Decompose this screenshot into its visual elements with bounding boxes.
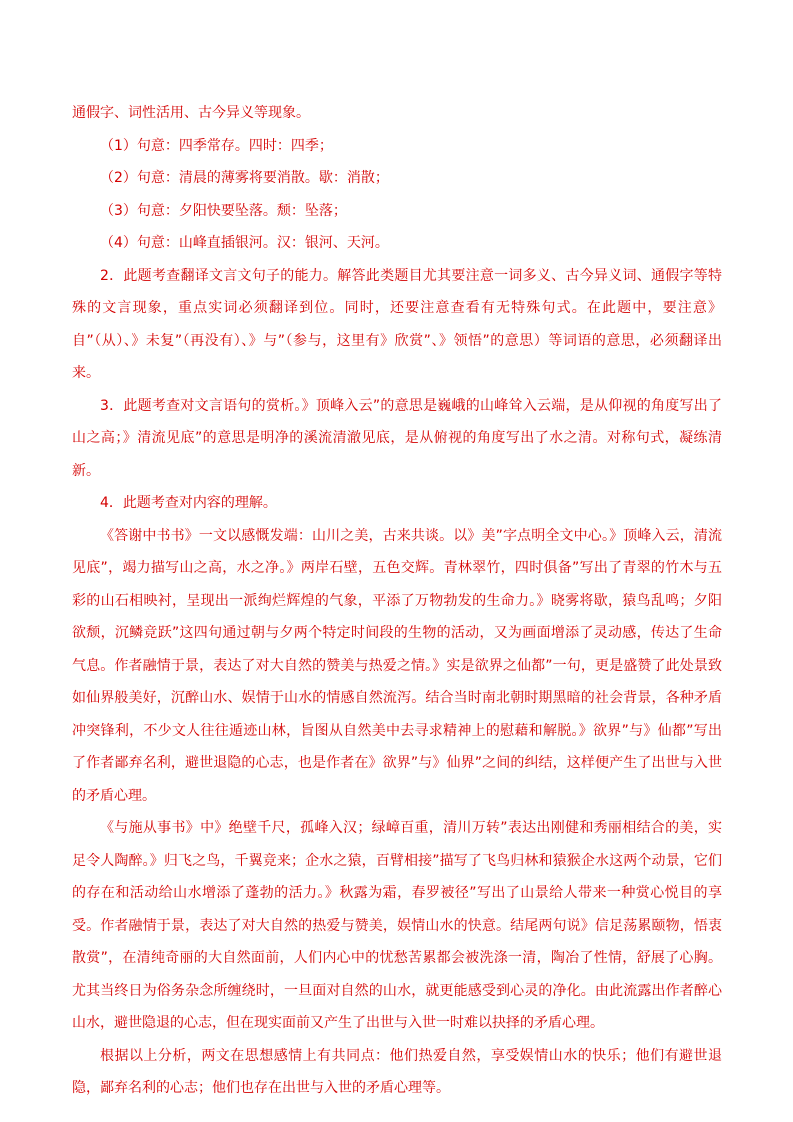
conclusion-paragraph: 根据以上分析，两文在思想感情上有共同点：他们热爱自然，享受娱情山水的快乐；他们有避世退隐，鄙弃名利的心志；他们也存在出世与入世的矛盾心理等。: [72, 1047, 722, 1096]
paragraph-continuation: 通假字、词性活用、古今异义等现象。: [72, 105, 310, 121]
analysis-paragraph-2: 《与施从事书》中》绝壁千尺，孤峰入汉；绿嶂百重，清川万转”表达出刚健和秀丽相结合的美，实足令人陶醉。》归飞之鸟，千翼竞来；企水之猿，百臂相接”描写了飞鸟归林和猿猴企水这两个动景，它们的存在和活动给山水增添了蓬勃的活力。》秋露为霜，春罗被径”写出了山景给人带来一种赏心悦目的享受。作者融情于景，表达了对大自然的热爱与赞美，娱情山水的快意。结尾两句说》信足荡累颐物，悟衷散赏”，在清纯奇丽的大自然面前，人们内心中的忧愁苦累都会被洗涤一清，陶冶了性情，舒展了心胸。尤其当终日为俗务杂念所缠绕时，一旦面对自然的山水，就更能感受到心灵的净化。由此流露出作者醉心山水，避世隐退的心志，但在现实面前又产生了出世与入世一时难以抉择的矛盾心理。: [72, 820, 722, 1031]
list-item-4: （4）句意：山峰直插银河。汉：银河、天河。: [100, 235, 389, 251]
list-item-2: （2）句意：清晨的薄雾将要消散。歇：消散；: [100, 170, 389, 186]
answer-paragraph-3: 3．此题考查对文言语句的赏析。》顶峰入云”的意思是巍峨的山峰耸入云端，是从仰视的角度写出了山之高；》清流见底”的意思是明净的溪流清澈见底，是从俯视的角度写出了水之清。对称句式，凝练清新。: [72, 397, 722, 479]
answer-paragraph-2: 2．此题考查翻译文言文句子的能力。解答此类题目尤其要注意一词多义、古今异义词、通假字等特殊的文言现象，重点实词必须翻译到位。同时，还要注意查看有无特殊句式。在此题中，要注意》自”（从）、》未复”（再没有）、》与”（参与，这里有》欣赏”、》领悟”的意思）等词语的意思，必须翻译出来。: [72, 267, 722, 381]
document-page: [72, 97, 722, 1105]
answer-paragraph-4: 4．此题考查对内容的理解。: [100, 495, 277, 511]
list-item-1: （1）句意：四季常存。四时：四季；: [100, 137, 333, 154]
analysis-paragraph-1: 《答谢中书书》一文以感慨发端：山川之美，古来共谈。以》美”字点明全文中心。》顶峰入云，清流见底”，竭力描写山之高，水之净。》两岸石壁，五色交辉。青林翠竹，四时俱备”写出了青翠的竹木与五彩的山石相映衬，呈现出一派绚烂辉煌的气象，平添了万物勃发的生命力。》晓雾将歇，猿鸟乱鸣；夕阳欲颓，沉鳞竞跃”这四句通过朝与夕两个特定时间段的生物的活动，又为画面增添了灵动感，传达了生命气息。作者融情于景，表达了对大自然的赞美与热爱之情。》实是欲界之仙都”一句，更是盛赞了此处景致如仙界般美好，沉醉山水、娱情于山水的情感自然流泻。结合当时南北朝时期黑暗的社会背景，各种矛盾冲突锋利，不少文人往往遁迹山林，旨图从自然美中去寻求精神上的慰藉和解脱。》欲界”与》仙都”写出了作者鄙弃名利，避世退隐的心志，也是作者在》欲界”与》仙界”之间的纠结，这样便产生了出世与入世的矛盾心理。: [72, 527, 722, 804]
list-item-3: （3）句意：夕阳快要坠落。颓：坠落；: [100, 202, 347, 219]
